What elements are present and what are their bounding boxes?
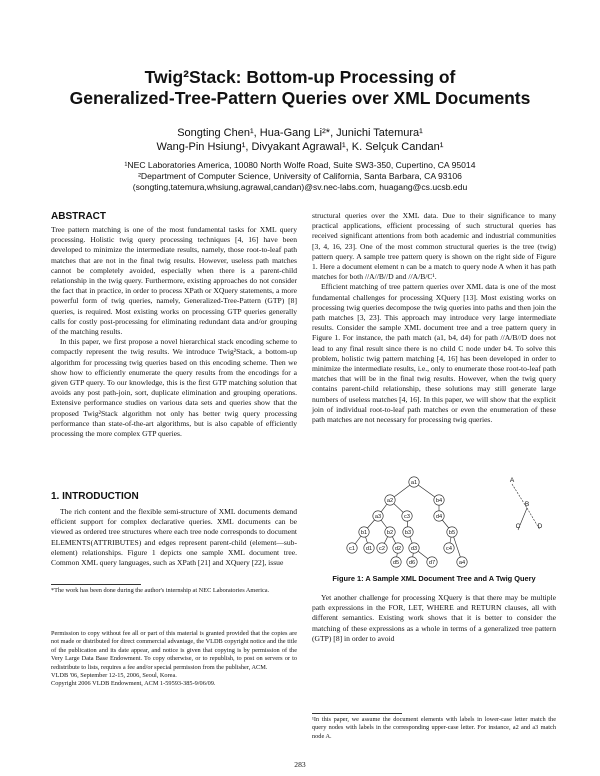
xml-document-tree <box>347 477 467 567</box>
tree-node-label-a1: a1 <box>410 480 418 487</box>
tree-node-label-c3: c3 <box>404 514 410 521</box>
tree-node-label-c1: c1 <box>349 546 355 553</box>
tree-node-label-d6: d6 <box>408 560 416 567</box>
tree-node-label-b5: b5 <box>448 530 456 537</box>
tree-node-label-c2: c2 <box>379 546 385 553</box>
copyright-notice <box>51 630 297 689</box>
right-column-body <box>312 211 556 425</box>
introduction-body <box>51 507 297 568</box>
tree-node-label-b1: b1 <box>360 530 368 537</box>
copyright-venue: VLDB '06, September 12-15, 2006, Seoul, Korea. <box>51 672 177 680</box>
tree-node-label-a2: a2 <box>386 498 394 505</box>
right-paragraph-2: Efficient matching of tree pattern queries over XML data is one of the most fundamental challenges for processing XQuery [13]. Most existing works on processing twig queries decompose the twig queries into paths and then join the path matches [3, 23]. This approach may introduce very large intermediate results. Consider the sample XML document tree and a tree pattern query in Figure 1. For instance, the path match (a1, b4, d4) for path //A/B//D does not lead to any final result since there is no child C node under b4. To solve this problem, holistic twig pattern matching [4, 16] has been developed in order to minimize the intermediate results, i.e., only to enumerate those root-to-leaf path matches that will be in the final twig results. However, when the twig query contains parent-child relationship, these solutions may still generate large numbers of useless matches [4, 16]. In this paper, we will show that the explicit join of individual root-to-leaf path matches or even the enumeration of these path matches are not necessary for processing twig queries. <box>312 282 556 425</box>
abstract-paragraph-1: Tree pattern matching is one of the most fundamental tasks for XML query processing. Holistic twig query processing techniques [4, 16] have been developed to minimize the intermediate results, namely, those root-to-leaf path matches that are not in the final twig results. However, useless path matches cannot be completely avoided, especially when there is a parent-child relationship in the twig query. Furthermore, existing approaches do not consider the fact that in practice, in order to process XPath or XQuery statements, a more powerful form of twig queries, namely, Generalized-Tree-Pattern (GTP) [8] queries, is required. Most existing works on processing GTP queries generally calls for costly post-processing for eliminating redundant data and/or grouping of the matching results. <box>51 225 297 337</box>
copyright-line: Copyright 2006 VLDB Endowment, ACM 1-59593-385-9/06/09. <box>51 680 216 688</box>
tree-node-label-d7: d7 <box>428 560 436 567</box>
tree-node-label-d5: d5 <box>392 560 400 567</box>
footnote-rule-right <box>312 713 402 714</box>
abstract-heading: ABSTRACT <box>51 211 106 222</box>
footnote-1: ¹In this paper, we assume the document elements with labels in lower-case letter match the query nodes with labels in the corresponding upper-case letter. For instance, a2 and a3 match node A. <box>312 716 556 740</box>
paper-title-line2: Generalized-Tree-Pattern Queries over XML Documents <box>69 88 531 108</box>
twig-query <box>510 477 543 530</box>
footnote-rule-left <box>51 584 141 585</box>
tree-node-label-d2: d2 <box>394 546 402 553</box>
introduction-heading: 1. INTRODUCTION <box>51 491 139 502</box>
tree-node-label-d1: d1 <box>365 546 373 553</box>
page-number: 283 <box>294 760 306 769</box>
abstract-paragraph-2: In this paper, we first propose a novel hierarchical stack encoding scheme to compactly represent the twig results. We introduce Twig²Stack, a bottom-up algorithm for processing twig queries based on this encoding scheme. Then we show how to efficiently enumerate the query results from the encodings for a given GTP query. To our knowledge, this is the first GTP matching solution that avoids any post path-join, sort, duplicate elimination and grouping operations. Extensive performance studies on various data sets and queries show that the proposed Twig²Stack algorithm not only has better twig query processing performance than state-of-the-art algorithms, but is also capable of efficiently processing the more complex GTP queries. <box>51 337 297 439</box>
tree-node-label-d4: d4 <box>435 514 443 521</box>
author-list-line1: Songting Chen¹, Hua-Gang Li²*, Junichi Tatemura¹ <box>177 127 423 139</box>
affiliation-nec: ¹NEC Laboratories America, 10080 North Wolfe Road, Suite SW3-350, Cupertino, CA 95014 <box>124 160 476 170</box>
tree-node-label-a4: a4 <box>458 560 466 567</box>
query-node-B: B <box>524 501 530 508</box>
query-node-C: C <box>515 523 521 530</box>
tree-node-label-c4: c4 <box>446 546 452 553</box>
abstract-body <box>51 225 297 439</box>
paper-title-line1: Twig²Stack: Bottom-up Processing of <box>144 67 456 87</box>
right-paragraph-1: structural queries over the XML data. Due to their significance to many practical applications, efficient processing of such structural queries has received significant attentions from both academic and industrial communities [3, 4, 16, 23]. One of the most common structural queries is the tree (twig) pattern query. A sample tree pattern query is shown on the right side of Figure 1. Here a document element n can be a match to query node A when it has path matches for both //A//B//D and //A/B/C¹. <box>312 211 556 282</box>
author-emails: (songting,tatemura,whsiung,agrawal,candan)@sv.nec-labs.com, huagang@cs.ucsb.edu <box>132 182 468 192</box>
tree-node-label-d3: d3 <box>410 546 418 553</box>
introduction-paragraph-1: The rich content and the flexible semi-structure of XML documents demand efficient support for complex declarative queries. XML documents can be viewed as ordered tree structures where each tree node corresponds to document ELEMENTS(ATTRIBUTES) and edges represent parent-child (element—sub-element) relationships. Figure 1 depicts one sample XML document tree. Common XML query languages, such as XPath [21] and XQuery [22], issue <box>51 507 297 568</box>
query-node-A: A <box>509 477 515 484</box>
tree-node-label-b3: b3 <box>404 530 412 537</box>
tree-node-label-a3: a3 <box>374 514 382 521</box>
figure-caption: Figure 1: A Sample XML Document Tree and A Twig Query <box>332 574 536 583</box>
right-column-continued <box>312 593 556 644</box>
affiliation-ucsb: ²Department of Computer Science, University of California, Santa Barbara, CA 93106 <box>138 171 462 181</box>
figure-1 <box>312 474 556 572</box>
footnote-internship: *The work has been done during the author's internship at NEC Laboratories America. <box>51 587 270 594</box>
author-list-line2: Wang-Pin Hsiung¹, Divyakant Agrawal¹, K. Selçuk Candan¹ <box>156 141 444 153</box>
right-paragraph-3: Yet another challenge for processing XQuery is that there may be multiple path expressions in the FOR, LET, WHERE and RETURN clauses, all with different semantics. Existing work shows that it is better to consider the matching of these expressions as a whole in terms of a generalized tree pattern (GTP) [8] in order to avoid <box>312 593 556 643</box>
tree-node-label-b2: b2 <box>386 530 394 537</box>
copyright-permission: Permission to copy without fee all or part of this material is granted provided that the copies are not made or distributed for direct commercial advantage, the VLDB copyright notice and the title of the publication and its date appear, and notice is given that copying is by permission of the Very Large Data Base Endowment. To copy otherwise, or to republish, to post on servers or to redistribute to lists, requires a fee and/or special permission from the publisher, ACM. <box>51 630 297 671</box>
tree-node-label-b4: b4 <box>435 498 443 505</box>
query-node-D: D <box>537 523 543 530</box>
